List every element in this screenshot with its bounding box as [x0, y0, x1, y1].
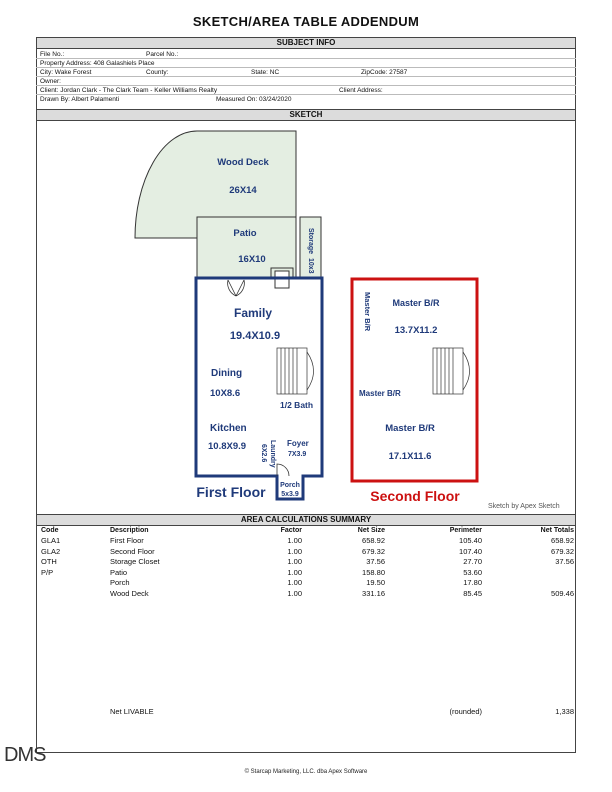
rounded-label: (rounded)	[449, 707, 482, 716]
label-half-bath: 1/2 Bath	[280, 400, 314, 410]
cell-code: P/P	[41, 567, 54, 577]
cell-description: Patio	[110, 567, 128, 577]
cell-perimeter: 107.40	[459, 546, 482, 556]
cell-code: GLA2	[41, 546, 61, 556]
parcel-no: Parcel No.:	[146, 51, 179, 58]
cell-factor: 1.00	[287, 567, 302, 577]
dms-logo: DMS	[4, 744, 46, 766]
label-master-br-vertical: Master B/R	[363, 292, 372, 332]
info-row-city	[36, 68, 576, 77]
cell-net-totals: 37.56	[555, 557, 574, 567]
second-floor-label: Second Floor	[370, 488, 460, 504]
label-foyer-dim: 7X3.9	[288, 451, 307, 458]
cell-net-size: 158.80	[362, 567, 385, 577]
label-kitchen-dim: 10.8X9.9	[208, 441, 247, 452]
cell-factor: 1.00	[287, 546, 302, 556]
page-title: SKETCH/AREA TABLE ADDENDUM	[192, 14, 420, 29]
cell-perimeter: 105.40	[459, 536, 482, 545]
cell-description: Storage Closet	[110, 557, 160, 567]
front-door	[277, 464, 289, 476]
net-livable-value: 1,338	[555, 707, 574, 716]
owner: Owner:	[40, 78, 61, 85]
info-row-address	[36, 59, 576, 68]
cell-description: Second Floor	[110, 546, 155, 556]
col-code: Code	[41, 527, 59, 534]
label-patio: Patio	[233, 228, 257, 239]
label-storage: Storage	[307, 228, 314, 255]
label-master-br-top: Master B/R	[392, 298, 440, 308]
second-floor-stairs	[433, 348, 470, 394]
label-foyer: Foyer	[287, 439, 309, 448]
cell-factor: 1.00	[287, 578, 302, 588]
label-master-br-mid: Master B/R	[359, 389, 401, 398]
label-wood-deck-dim: 26X14	[229, 185, 257, 196]
label-patio-dim: 16X10	[238, 254, 266, 265]
client-address: Client Address:	[339, 87, 383, 94]
drawn-by: Drawn By: Albert Palamenti	[40, 96, 120, 103]
label-family: Family	[233, 306, 273, 320]
cell-factor: 1.00	[287, 589, 302, 598]
col-perimeter: Perimeter	[449, 527, 482, 534]
cell-factor: 1.00	[287, 557, 302, 567]
label-wood-deck: Wood Deck	[217, 157, 269, 168]
cell-net-size: 658.92	[362, 536, 385, 545]
info-row-file	[36, 50, 576, 59]
label-master-br-bottom-dim: 17.1X11.6	[388, 451, 432, 462]
state: State: NC	[251, 69, 280, 76]
label-porch: Porch	[280, 482, 300, 489]
footer-copyright: © Starcap Marketing, LLC. dba Apex Software	[244, 769, 368, 775]
zipcode: ZipCode: 27587	[361, 69, 408, 76]
city: City: Wake Forest	[40, 69, 92, 76]
first-floor-label: First Floor	[196, 484, 266, 500]
col-net-size: Net Size	[357, 527, 385, 534]
label-laundry: Laundry	[269, 440, 276, 468]
county: County:	[146, 69, 169, 76]
cell-description: First Floor	[110, 536, 144, 545]
label-storage-dim: 10x3	[307, 258, 314, 274]
floor-plan-sketch	[36, 122, 576, 514]
col-net-totals: Net Totals	[540, 527, 574, 534]
area-summary-header: AREA CALCULATIONS SUMMARY	[36, 514, 576, 526]
property-address: Property Address: 408 Galashiels Place	[40, 60, 155, 67]
client: Client: Jordan Clark - The Clark Team - Keller Williams Realty	[40, 87, 218, 94]
cell-description: Porch	[110, 578, 130, 588]
col-factor: Factor	[280, 527, 302, 534]
measured-on: Measured On: 03/24/2020	[216, 96, 292, 103]
patio-area	[197, 217, 296, 278]
sketch-header: SKETCH	[36, 109, 576, 121]
cell-factor: 1.00	[287, 536, 302, 545]
cell-net-size: 37.56	[366, 557, 385, 567]
label-porch-dim: 5x3.9	[281, 491, 299, 498]
info-row-drawn	[36, 95, 576, 104]
cell-perimeter: 85.45	[463, 589, 482, 598]
first-floor-stairs	[277, 348, 314, 394]
cell-code: OTH	[41, 557, 57, 567]
cell-perimeter: 27.70	[463, 557, 482, 567]
cell-net-size: 19.50	[366, 578, 385, 588]
cell-net-totals: 679.32	[551, 546, 574, 556]
cell-net-size: 331.16	[362, 589, 385, 598]
subject-info-header: SUBJECT INFO	[36, 37, 576, 49]
net-livable-label: Net LIVABLE	[110, 707, 154, 716]
cell-code: GLA1	[41, 536, 61, 545]
cell-net-totals: 658.92	[551, 536, 574, 545]
cell-description: Wood Deck	[110, 589, 149, 598]
patio-doors	[228, 280, 245, 296]
file-no: File No.:	[40, 51, 65, 58]
info-row-owner	[36, 77, 576, 86]
label-dining: Dining	[211, 368, 243, 379]
label-laundry-dim: 6X2.6	[260, 444, 267, 463]
label-family-dim: 19.4X10.9	[229, 330, 281, 342]
label-master-br-top-dim: 13.7X11.2	[394, 325, 438, 336]
label-master-br-bottom: Master B/R	[385, 423, 435, 434]
label-dining-dim: 10X8.6	[210, 388, 241, 399]
cell-perimeter: 53.60	[463, 567, 482, 577]
cell-perimeter: 17.80	[463, 578, 482, 588]
info-row-client	[36, 86, 576, 95]
cell-net-size: 679.32	[362, 546, 385, 556]
label-kitchen: Kitchen	[210, 423, 247, 434]
col-description: Description	[110, 527, 149, 534]
cell-net-totals: 509.46	[551, 589, 574, 598]
sketch-credit: Sketch by Apex Sketch	[488, 503, 560, 510]
